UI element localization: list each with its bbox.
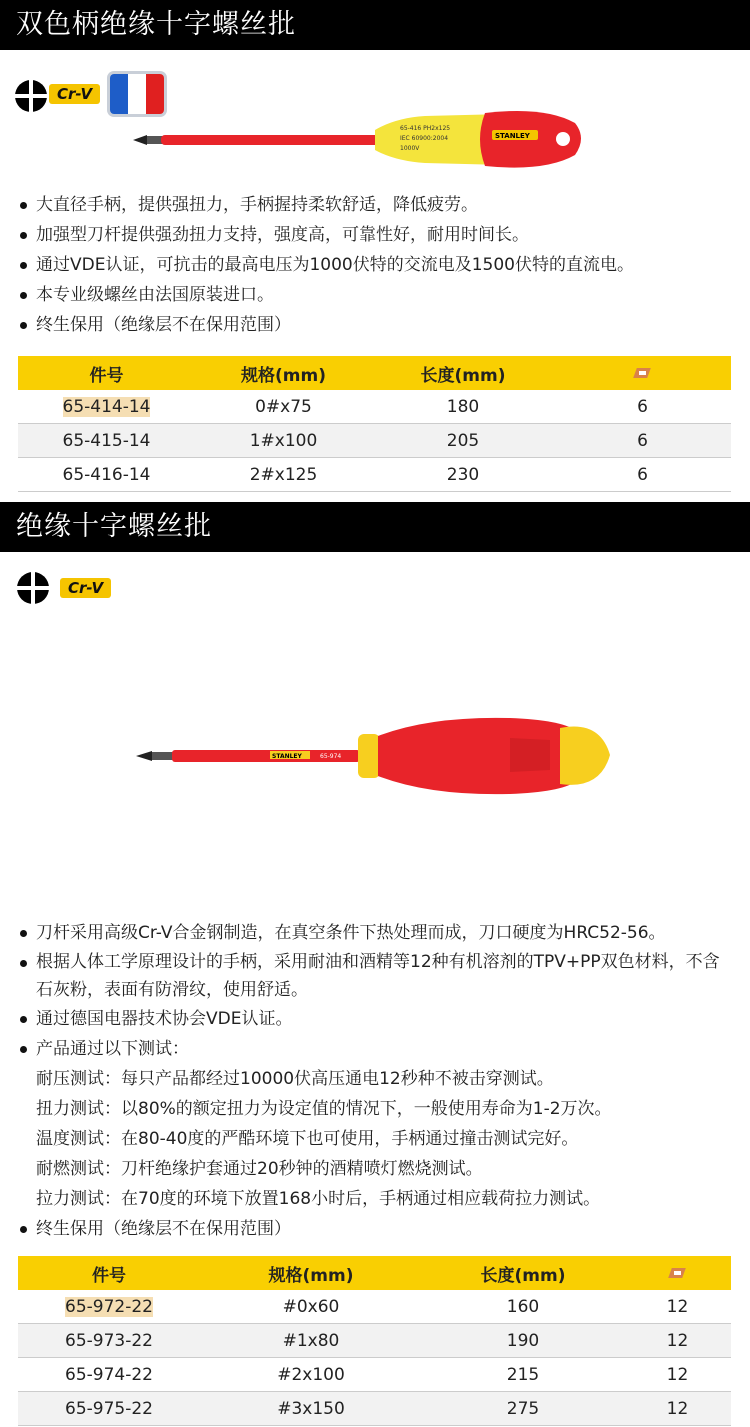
svg-text:STANLEY: STANLEY [495, 132, 530, 140]
table-cell: 12 [624, 1392, 731, 1426]
section2-spec-table [18, 1256, 731, 1426]
table-cell: 2#x125 [195, 458, 372, 492]
section1-spec-table [18, 356, 731, 492]
table-cell: 65-973-22 [18, 1324, 200, 1358]
table-cell: 12 [624, 1290, 731, 1324]
test-item: 扭力测试：以80%的额定扭力为设定值的情况下，一般使用寿命为1-2万次。 [36, 1099, 612, 1119]
column-header: 长度(mm) [422, 1256, 624, 1290]
table-cell: 230 [372, 458, 554, 492]
table-cell: 160 [422, 1290, 624, 1324]
column-header [554, 356, 731, 390]
table-cell: 180 [372, 390, 554, 424]
table-cell: 6 [554, 424, 731, 458]
table-row [18, 458, 731, 492]
table-cell: 0#x75 [195, 390, 372, 424]
table-cell: 275 [422, 1392, 624, 1426]
list-item: 通过VDE认证，可抗击的最高电压为1000伏特的交流电及1500伏特的直流电。 [18, 250, 634, 280]
column-header: 件号 [18, 1256, 200, 1290]
table-cell: 65-415-14 [18, 424, 195, 458]
table-cell: 1#x100 [195, 424, 372, 458]
column-header: 长度(mm) [372, 356, 554, 390]
table-row [18, 424, 731, 458]
table-cell: 65-974-22 [18, 1358, 200, 1392]
table-row [18, 1392, 731, 1426]
test-item: 耐压测试：每只产品都经过10000伏高压通电12秒种不被击穿测试。 [36, 1069, 554, 1089]
list-item: 通过德国电器技术协会VDE认证。 [18, 1004, 736, 1034]
table-cell: #2x100 [200, 1358, 422, 1392]
section2-feature-list [18, 918, 736, 1244]
list-item: 产品通过以下测试： [18, 1034, 736, 1064]
table-row [18, 1324, 731, 1358]
list-item: 大直径手柄，提供强扭力，手柄握持柔软舒适，降低疲劳。 [18, 190, 634, 220]
screwdriver-product-image [130, 710, 620, 800]
table-cell: 12 [624, 1324, 731, 1358]
svg-text:IEC 60900:2004: IEC 60900:2004 [400, 135, 449, 142]
list-item: 本专业级螺丝由法国原装进口。 [18, 280, 634, 310]
table-cell: 190 [422, 1324, 624, 1358]
screwdriver-product-image [125, 108, 585, 170]
table-cell: 12 [624, 1358, 731, 1392]
svg-text:1000V: 1000V [400, 145, 420, 152]
table-cell: #1x80 [200, 1324, 422, 1358]
table-cell: 6 [554, 458, 731, 492]
phillips-head-icon [15, 80, 47, 112]
section1-title: 双色柄绝缘十字螺丝批 [0, 0, 750, 50]
column-header: 件号 [18, 356, 195, 390]
list-item: 加强型刀杆提供强劲扭力支持，强度高，可靠性好，耐用时间长。 [18, 220, 634, 250]
table-row [18, 1290, 731, 1324]
section1-feature-list [18, 190, 634, 340]
box-icon [633, 366, 653, 380]
crv-badge: Cr-V [49, 84, 100, 104]
part-number: 65-414-14 [62, 396, 151, 417]
phillips-head-icon [17, 572, 49, 604]
test-item: 耐燃测试：刀杆绝缘护套通过20秒钟的酒精喷灯燃烧测试。 [36, 1159, 483, 1179]
table-row [18, 390, 731, 424]
table-cell: 65-975-22 [18, 1392, 200, 1426]
box-icon [668, 1266, 688, 1280]
table-cell: 215 [422, 1358, 624, 1392]
column-header: 规格(mm) [200, 1256, 422, 1290]
section2-title: 绝缘十字螺丝批 [0, 502, 750, 552]
list-item: 根据人体工学原理设计的手柄，采用耐油和酒精等12种有机溶剂的TPV+PP双色材料，不含石灰粉，表面有防滑纹，使用舒适。 [18, 948, 736, 1004]
test-item: 拉力测试：在70度的环境下放置168小时后，手柄通过相应载荷拉力测试。 [36, 1189, 601, 1209]
test-item: 温度测试：在80-40度的严酷环境下也可使用，手柄通过撞击测试完好。 [36, 1129, 579, 1149]
table-cell: 205 [372, 424, 554, 458]
table-cell: 65-416-14 [18, 458, 195, 492]
column-header [624, 1256, 731, 1290]
svg-text:STANLEY: STANLEY [272, 753, 302, 760]
table-row [18, 1358, 731, 1392]
table-cell: 6 [554, 390, 731, 424]
svg-text:65-416 PH2x125: 65-416 PH2x125 [400, 125, 451, 132]
list-item: 终生保用（绝缘层不在保用范围） [18, 310, 634, 340]
crv-badge: Cr-V [60, 578, 111, 598]
part-number: 65-972-22 [65, 1296, 153, 1317]
list-item: 刀杆采用高级Cr-V合金钢制造，在真空条件下热处理而成，刀口硬度为HRC52-56。 [18, 918, 736, 948]
table-cell: #0x60 [200, 1290, 422, 1324]
list-item: 终生保用（绝缘层不在保用范围） [18, 1214, 736, 1244]
table-cell: #3x150 [200, 1392, 422, 1426]
column-header: 规格(mm) [195, 356, 372, 390]
svg-text:65-974: 65-974 [320, 753, 342, 760]
